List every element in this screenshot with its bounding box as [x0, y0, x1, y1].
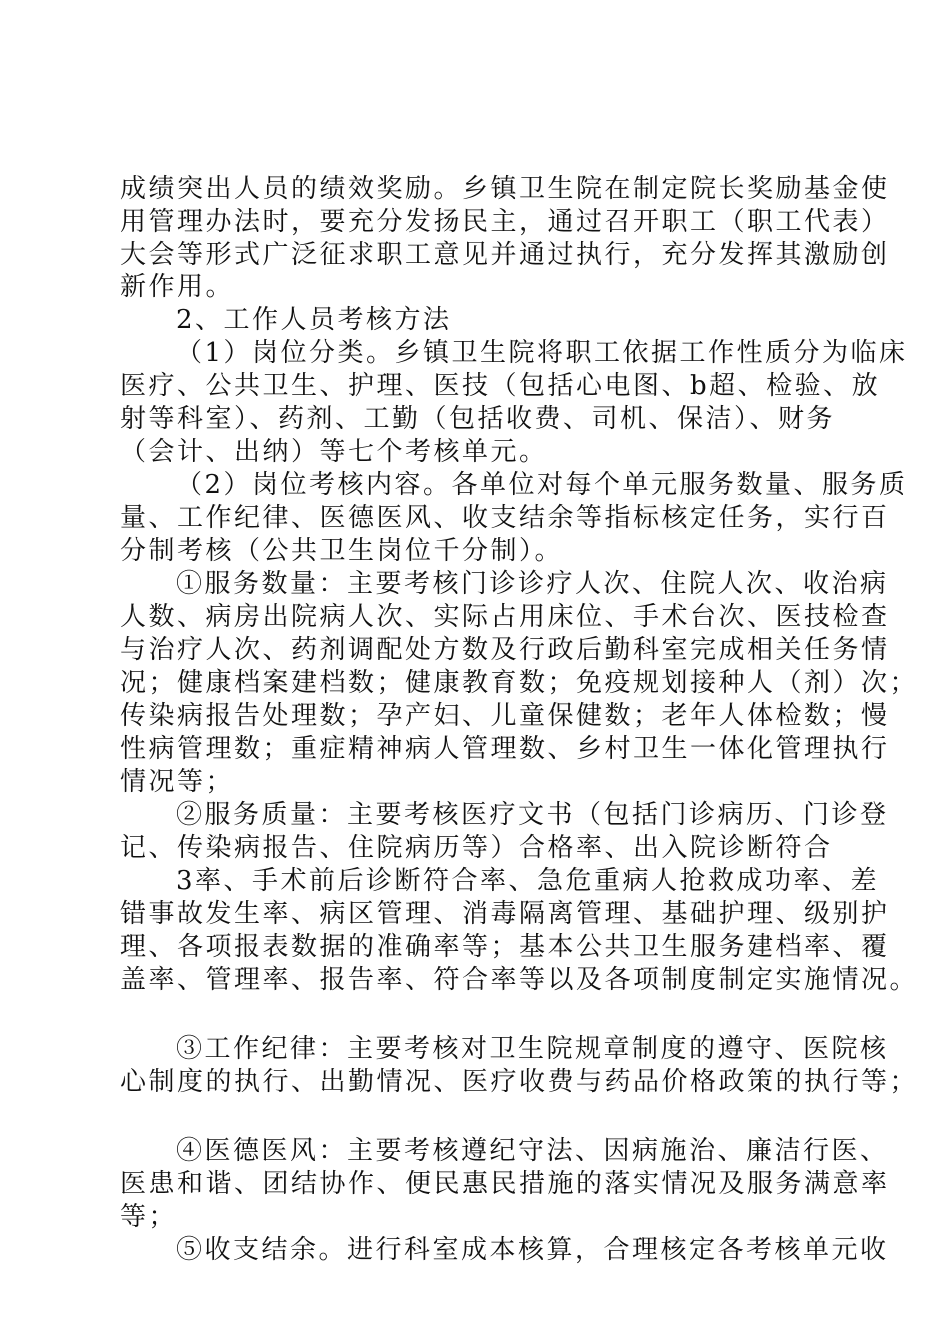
paragraph-line: 况；健康档案建档数；健康教育数；免疫规划接种人（剂）次；	[120, 668, 919, 698]
paragraph-line: 传染病报告处理数；孕产妇、儿童保健数；老年人体检数；慢	[120, 701, 890, 731]
paragraph-line: 人数、病房出院病人次、实际占用床位、手术台次、医技检查	[120, 602, 890, 632]
section-heading: 2、工作人员考核方法	[176, 305, 452, 335]
paragraph-line: ④医德医风：主要考核遵纪守法、因病施治、廉洁行医、	[176, 1136, 889, 1166]
paragraph-line: （2）岗位考核内容。各单位对每个单元服务数量、服务质	[176, 470, 908, 500]
paragraph-line: ③工作纪律：主要考核对卫生院规章制度的遵守、医院核	[176, 1034, 889, 1064]
paragraph-line: 性病管理数；重症精神病人管理数、乡村卫生一体化管理执行	[120, 734, 890, 764]
paragraph-line: 3率、手术前后诊断符合率、急危重病人抢救成功率、差	[176, 866, 880, 896]
paragraph-line: （会计、出纳）等七个考核单元。	[120, 437, 548, 467]
paragraph-line: （1）岗位分类。乡镇卫生院将职工依据工作性质分为临床	[176, 338, 908, 368]
paragraph-line: 成绩突出人员的绩效奖励。乡镇卫生院在制定院长奖励基金使	[120, 174, 890, 204]
paragraph-line: 错事故发生率、病区管理、消毒隔离管理、基础护理、级别护	[120, 899, 890, 929]
paragraph-line: 盖率、管理率、报告率、符合率等以及各项制度制定实施情况。	[120, 965, 919, 995]
paragraph-line: 大会等形式广泛征求职工意见并通过执行，充分发挥其激励创	[120, 240, 890, 270]
paragraph-line: 量、工作纪律、医德医风、收支结余等指标核定任务，实行百	[120, 503, 890, 533]
paragraph-line: 心制度的执行、出勤情况、医疗收费与药品价格政策的执行等；	[120, 1067, 919, 1097]
paragraph-line: 新作用。	[120, 272, 235, 302]
paragraph-line: ②服务质量：主要考核医疗文书（包括门诊病历、门诊登	[176, 800, 889, 830]
paragraph-line: 分制考核（公共卫生岗位千分制）。	[120, 536, 564, 566]
paragraph-line: ⑤收支结余。进行科室成本核算，合理核定各考核单元收	[176, 1235, 889, 1265]
paragraph-line: 情况等；	[120, 767, 235, 797]
paragraph-line: 等；	[120, 1202, 178, 1232]
paragraph-line: 记、传染病报告、住院病历等）合格率、出入院诊断符合	[120, 833, 833, 863]
paragraph-line: 医患和谐、团结协作、便民惠民措施的落实情况及服务满意率	[120, 1169, 890, 1199]
paragraph-line: ①服务数量：主要考核门诊诊疗人次、住院人次、收治病	[176, 569, 889, 599]
paragraph-line: 与治疗人次、药剂调配处方数及行政后勤科室完成相关任务情	[120, 635, 890, 665]
paragraph-line: 理、各项报表数据的准确率等；基本公共卫生服务建档率、覆	[120, 932, 890, 962]
paragraph-line: 医疗、公共卫生、护理、医技（包括心电图、b超、检验、放	[120, 371, 881, 401]
paragraph-line: 射等科室）、药剂、工勤（包括收费、司机、保洁）、财务	[120, 404, 836, 434]
paragraph-line: 用管理办法时，要充分发扬民主，通过召开职工（职工代表）	[120, 207, 890, 237]
